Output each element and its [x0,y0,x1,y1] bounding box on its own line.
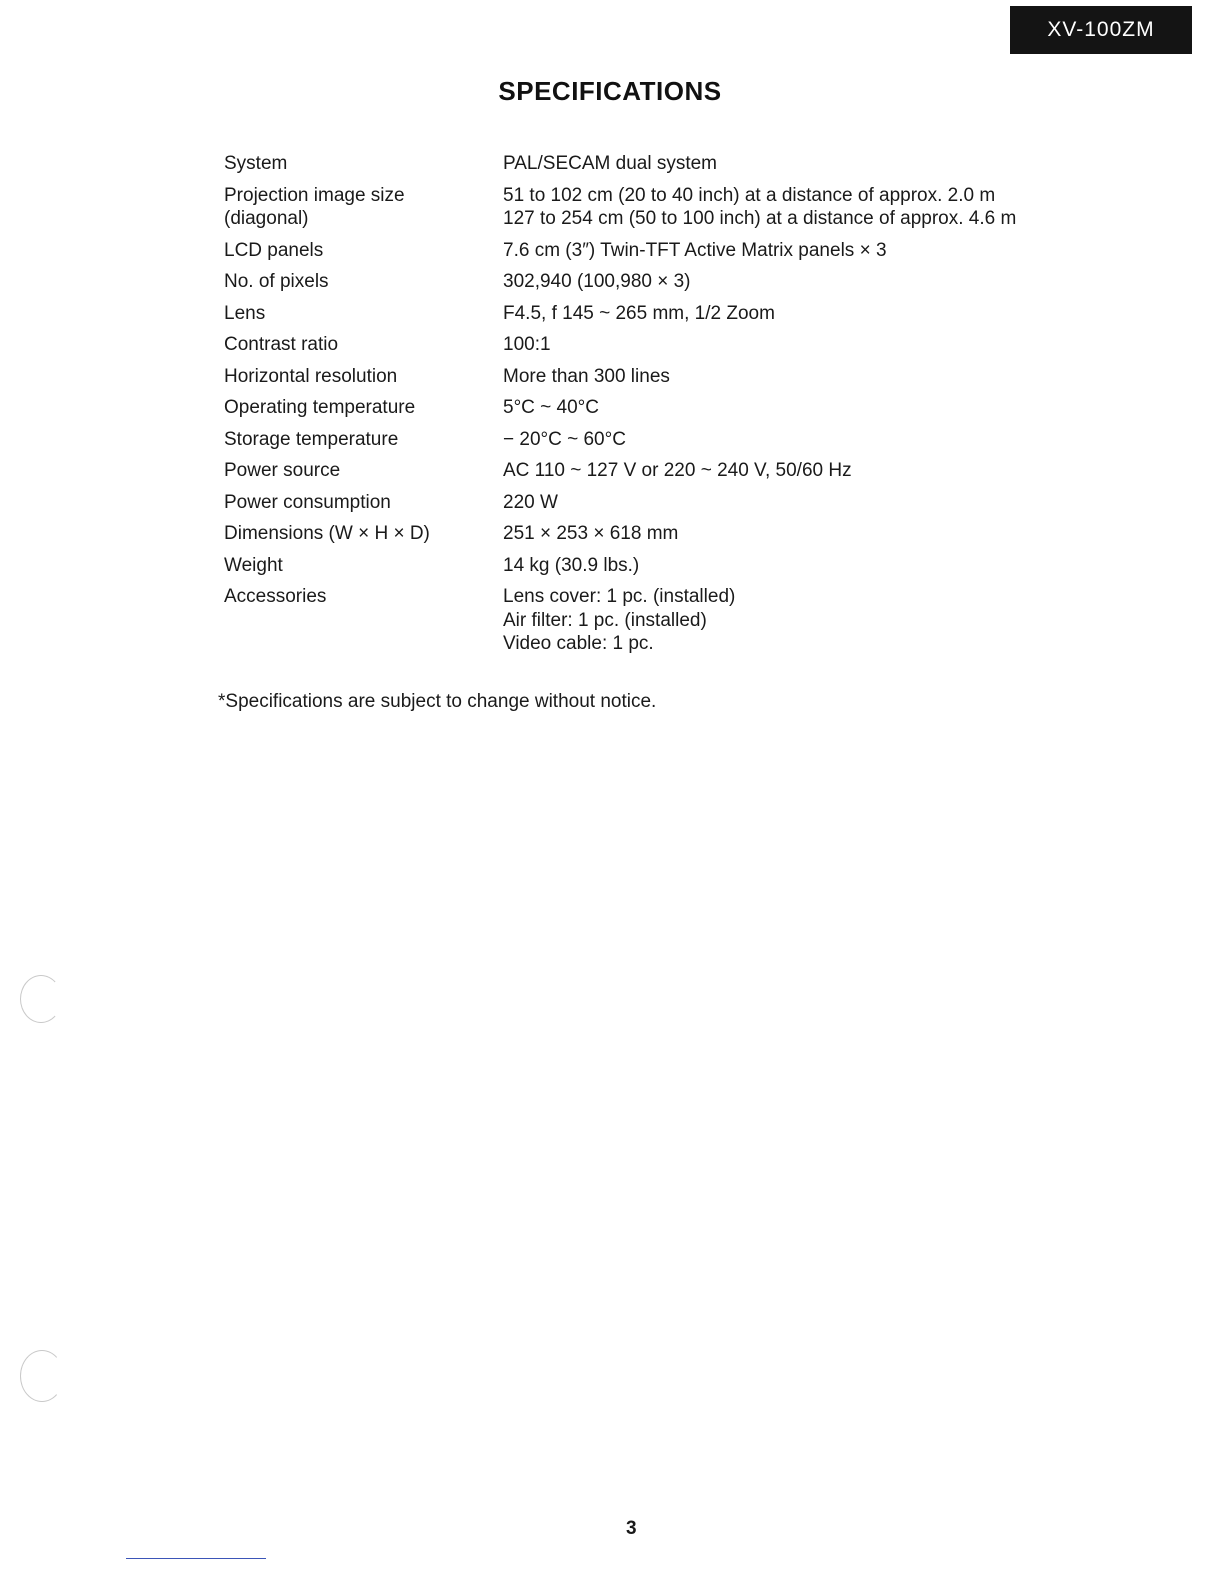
spec-row [224,428,1104,460]
spec-label-line: LCD panels [224,239,324,261]
binder-hole-mark [20,1350,64,1402]
spec-value [503,239,1104,271]
spec-value-line: PAL/SECAM dual system [503,153,718,174]
spec-label [224,554,503,586]
spec-label-line: Contrast ratio [224,334,339,355]
spec-row [224,522,1104,554]
spec-value [503,585,1104,664]
spec-label [224,491,503,523]
spec-value [503,396,1104,428]
spec-row [224,302,1104,334]
specifications-table [224,152,1104,664]
spec-value-line: 100:1 [503,334,551,355]
page-number: 3 [626,1518,637,1539]
spec-label-line: Projection image size [224,184,405,206]
spec-value [503,270,1104,302]
spec-value [503,491,1104,523]
spec-label [224,396,503,428]
spec-value-line: AC 110 ~ 127 V or 220 ~ 240 V, 50/60 Hz [503,460,852,481]
spec-value-line: 251 × 253 × 618 mm [503,523,679,544]
spec-label-line: System [224,153,288,174]
spec-label-line: Lens [224,302,266,324]
spec-value-line: − 20°C ~ 60°C [503,428,626,450]
spec-label [224,302,503,334]
spec-value-line: 127 to 254 cm (50 to 100 inch) at a distance of approx. 4.6 m [503,208,1017,229]
spec-label [224,152,503,184]
model-number: XV-100ZM [1047,18,1155,41]
spec-value-line: Video cable: 1 pc. [503,633,654,654]
spec-label-line: Horizontal resolution [224,365,398,387]
spec-value [503,554,1104,586]
spec-value [503,522,1104,554]
spec-value-line: 7.6 cm (3″) Twin-TFT Active Matrix panels × 3 [503,239,887,261]
spec-value-line: 14 kg (30.9 lbs.) [503,554,640,576]
spec-label [224,184,503,239]
spec-row [224,459,1104,491]
spec-value [503,365,1104,397]
spec-value-line: Air filter: 1 pc. (installed) [503,609,707,631]
spec-row [224,365,1104,397]
spec-label [224,522,503,554]
spec-value [503,152,1104,184]
spec-value [503,459,1104,491]
spec-label [224,239,503,271]
spec-label-line: Power consumption [224,491,391,513]
spec-label [224,270,503,302]
spec-row [224,239,1104,271]
spec-label-line: No. of pixels [224,271,329,292]
spec-label [224,459,503,491]
spec-row [224,554,1104,586]
spec-value-line: F4.5, f 145 ~ 265 mm, 1/2 Zoom [503,302,775,324]
spec-value-line: 51 to 102 cm (20 to 40 inch) at a distance of approx. 2.0 m [503,184,996,206]
spec-label-line: Power source [224,460,341,481]
spec-row [224,184,1104,239]
specifications-body [224,152,1104,664]
spec-row [224,396,1104,428]
spec-label-line: (diagonal) [224,208,309,229]
spec-value [503,428,1104,460]
spec-value [503,184,1104,239]
spec-label-line: Storage temperature [224,428,399,450]
spec-row [224,152,1104,184]
binder-hole-mark [20,975,62,1023]
spec-label [224,585,503,664]
spec-value-line: Lens cover: 1 pc. (installed) [503,586,736,607]
spec-value-line: 5°C ~ 40°C [503,397,599,418]
spec-value-line: More than 300 lines [503,365,670,387]
spec-label-line: Operating temperature [224,397,416,418]
spec-value [503,333,1104,365]
spec-label [224,428,503,460]
spec-value-line: 220 W [503,491,558,513]
spec-label-line: Weight [224,554,283,576]
model-badge [1010,6,1192,54]
page-title: SPECIFICATIONS [498,76,722,106]
footnote: *Specifications are subject to change without notice. [218,691,657,712]
spec-value-line: 302,940 (100,980 × 3) [503,271,691,292]
spec-value [503,302,1104,334]
spec-label-line: Dimensions (W × H × D) [224,523,430,544]
spec-label [224,333,503,365]
spec-label [224,365,503,397]
spec-row [224,333,1104,365]
spec-row [224,491,1104,523]
spec-row [224,270,1104,302]
spec-label-line: Accessories [224,586,327,607]
bottom-rule [126,1558,266,1559]
spec-row [224,585,1104,664]
